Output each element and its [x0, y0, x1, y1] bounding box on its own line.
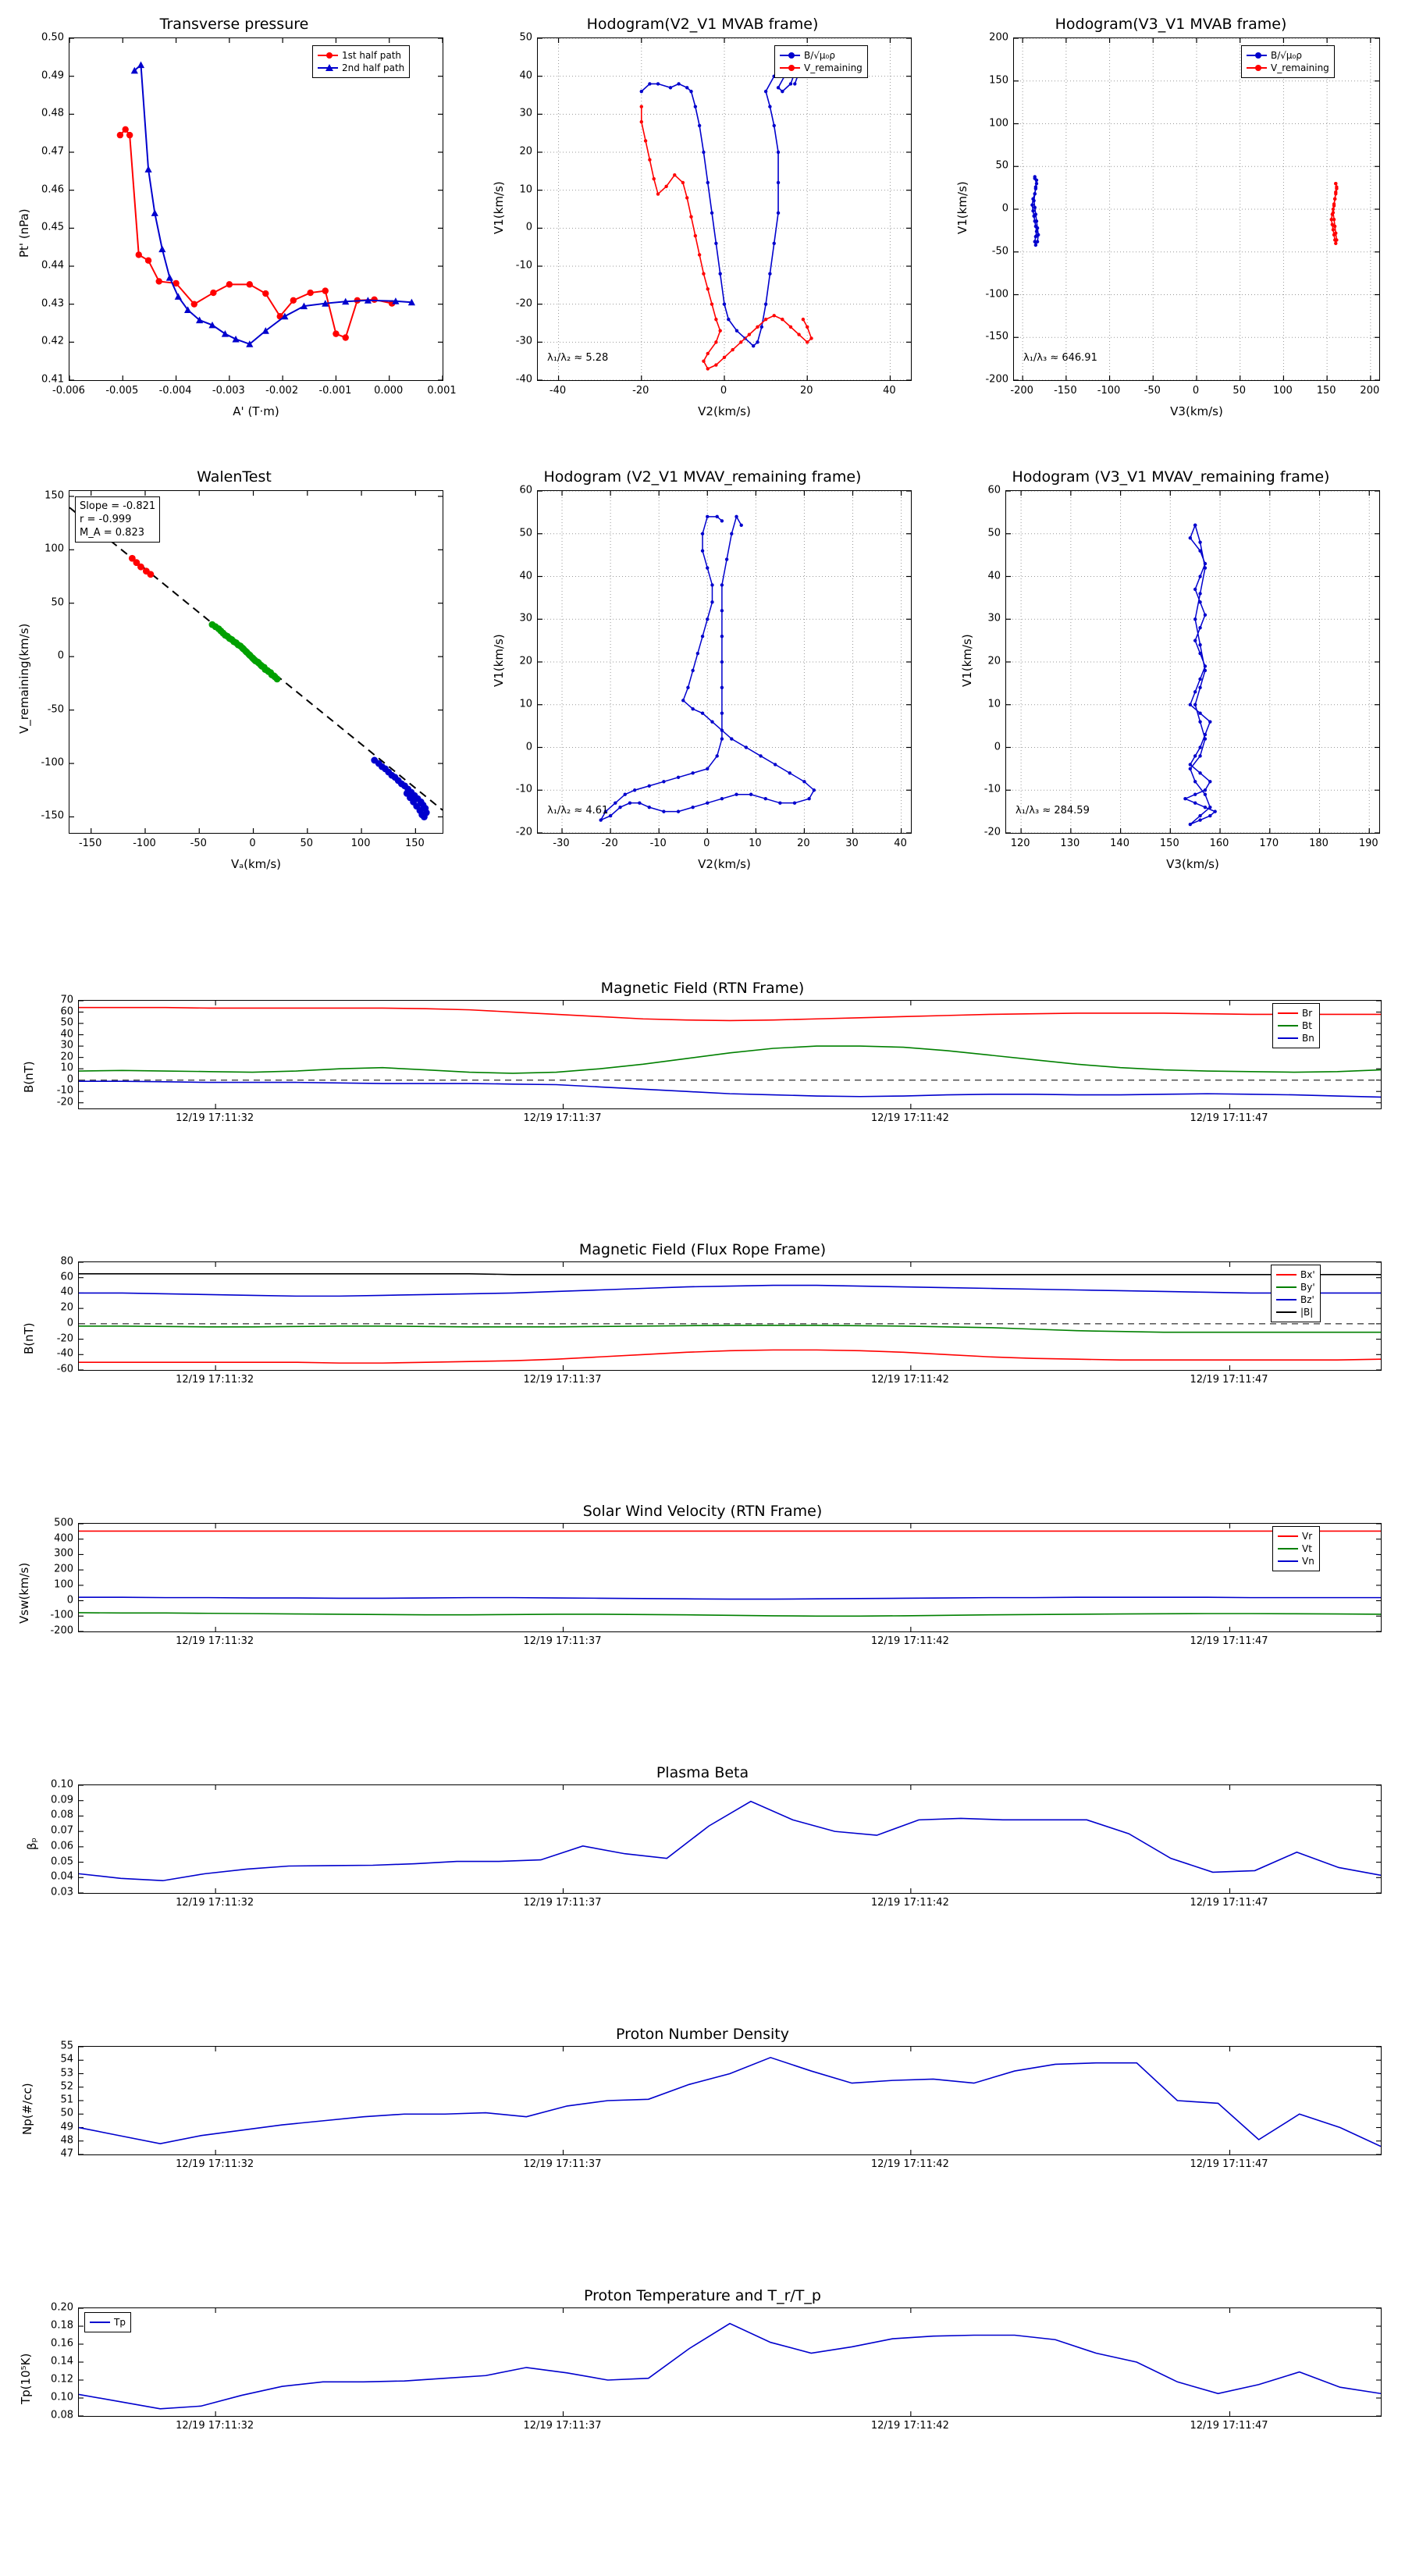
axis-tick-y: 48	[60, 2134, 73, 2147]
axis-tick-y: 50	[60, 1016, 73, 1029]
axis-tick-y: 0.04	[51, 1870, 73, 1883]
axis-tick-x: 12/19 17:11:47	[1190, 1897, 1268, 1909]
axis-tick-x: 12/19 17:11:32	[176, 2158, 254, 2170]
page-title: Proton Temperature and T_r/T_p	[584, 2287, 821, 2304]
axis-label-x: V3(km/s)	[1170, 404, 1223, 418]
axis-tick-y: 20	[60, 1051, 73, 1063]
panel-hodogram-v3v1-mvab	[937, 0, 1405, 453]
axis-tick-y: 40	[987, 570, 1001, 582]
legend-label: Bt	[1302, 1020, 1312, 1031]
axis-tick-x: 0	[720, 385, 727, 397]
axis-tick-y: 10	[987, 698, 1001, 710]
axis-tick-x: 150	[404, 838, 425, 849]
legend-item	[1278, 1007, 1314, 1019]
legend-label: By'	[1300, 1282, 1315, 1293]
legend-swatch	[90, 2322, 110, 2323]
annotation-eigenratio: λ₁/λ₃ ≈ 646.91	[1023, 352, 1097, 364]
panel-hodogram-v3v1-mvav	[937, 453, 1405, 906]
legend-swatch	[1276, 1299, 1297, 1300]
axis-tick-x: 140	[1110, 838, 1129, 849]
axis-tick-y: 30	[519, 612, 532, 624]
axis-tick-x: 12/19 17:11:47	[1190, 1112, 1268, 1124]
legend-label: B/√μ₀ρ	[1271, 50, 1302, 61]
axis-tick-x: -50	[190, 838, 207, 849]
axis-tick-y: 0.14	[51, 2355, 73, 2368]
axis-tick-y: 100	[44, 543, 64, 555]
panel-magnetic-field-rtn	[0, 980, 1405, 1144]
axis-tick-y: 0.06	[51, 1840, 73, 1852]
axis-tick-y: 0.10	[51, 2391, 73, 2403]
axis-tick-y: 47	[60, 2147, 73, 2160]
axis-tick-x: -40	[549, 385, 567, 397]
axis-tick-y: -100	[41, 756, 64, 769]
axis-tick-y: 0.08	[51, 2409, 73, 2421]
axis-tick-x: 100	[350, 838, 371, 849]
axis-tick-y: -30	[515, 335, 532, 347]
legend-item	[1276, 1268, 1315, 1281]
legend-swatch	[780, 55, 800, 56]
axis-label-x: V2(km/s)	[698, 857, 751, 871]
legend-label: Bn	[1302, 1033, 1314, 1044]
axis-tick-x: 12/19 17:11:37	[523, 2158, 602, 2170]
axis-tick-x: 12/19 17:11:47	[1190, 1635, 1268, 1647]
panel-magnetic-field-fluxrope	[0, 1241, 1405, 1405]
legend-swatch	[1278, 1012, 1298, 1014]
page-title: Hodogram (V2_V1 MVAV_remaining frame)	[543, 468, 862, 486]
axis-tick-y: 0.49	[41, 69, 64, 82]
axis-tick-x: 12/19 17:11:47	[1190, 2420, 1268, 2432]
axis-tick-x: 12/19 17:11:32	[176, 1897, 254, 1909]
axis-label-y: βₚ	[25, 1838, 39, 1850]
axis-tick-x: 12/19 17:11:42	[870, 2420, 949, 2432]
axis-tick-x: -0.003	[212, 385, 245, 397]
axis-tick-x: -0.002	[265, 385, 299, 397]
axis-tick-y: 20	[60, 1301, 73, 1314]
axis-tick-x: 12/19 17:11:32	[176, 1374, 254, 1386]
plot-area-proton-temperature	[78, 2307, 1382, 2417]
axis-tick-x: -150	[78, 838, 102, 849]
axis-tick-x: 100	[1273, 385, 1293, 397]
plot-area-solar-wind-velocity	[78, 1523, 1382, 1632]
axis-tick-y: 30	[519, 107, 532, 119]
legend-label: Vr	[1302, 1531, 1313, 1542]
axis-tick-x: -100	[1097, 385, 1121, 397]
axis-tick-y: 0.46	[41, 183, 64, 196]
legend-swatch	[1278, 1560, 1298, 1562]
axis-tick-x: -150	[1054, 385, 1077, 397]
axis-label-y: B(nT)	[22, 1322, 36, 1354]
axis-tick-y: 0	[66, 1317, 73, 1329]
axis-tick-x: 130	[1060, 838, 1080, 849]
axis-tick-y: 0	[66, 1594, 73, 1606]
axis-tick-y: 400	[54, 1532, 73, 1545]
legend-label: B/√μ₀ρ	[804, 50, 835, 61]
legend-marker-circle	[788, 52, 795, 59]
axis-tick-y: 50	[51, 596, 64, 609]
page-title: Hodogram (V3_V1 MVAV_remaining frame)	[1012, 468, 1330, 486]
plot-area-hodogram-v3v1-mvav	[1005, 490, 1380, 834]
axis-tick-y: -200	[50, 1624, 73, 1637]
legend-item	[1278, 1530, 1314, 1542]
axis-tick-y: -150	[985, 330, 1008, 343]
axis-label-y: Vsw(km/s)	[17, 1562, 31, 1624]
axis-tick-y: 50	[987, 527, 1001, 539]
legend-swatch	[1278, 1025, 1298, 1026]
axis-tick-x: 40	[894, 838, 907, 849]
legend-label: 1st half path	[342, 50, 402, 61]
axis-tick-y: -60	[56, 1363, 73, 1375]
walen-ma: M_A = 0.823	[80, 527, 144, 539]
legend-swatch	[780, 67, 800, 69]
axis-tick-y: 53	[60, 2067, 73, 2079]
axis-tick-y: 10	[519, 183, 532, 196]
axis-tick-x: 20	[799, 385, 813, 397]
axis-tick-y: 54	[60, 2053, 73, 2065]
plot-area-plasma-beta	[78, 1784, 1382, 1894]
axis-tick-y: 20	[519, 145, 532, 158]
axis-tick-x: 150	[1159, 838, 1179, 849]
legend-swatch	[1278, 1037, 1298, 1039]
axis-tick-x: 150	[1316, 385, 1336, 397]
axis-tick-x: 12/19 17:11:32	[176, 1635, 254, 1647]
legend-item	[1278, 1019, 1314, 1032]
axis-tick-y: 10	[519, 698, 532, 710]
axis-tick-x: 160	[1209, 838, 1229, 849]
axis-label-y: V1(km/s)	[492, 634, 506, 687]
axis-tick-x: 12/19 17:11:37	[523, 1897, 602, 1909]
axis-label-y: V1(km/s)	[955, 181, 969, 234]
plot-area-hodogram-v3v1-mvab	[1013, 37, 1380, 381]
axis-tick-y: -10	[984, 783, 1001, 795]
axis-tick-x: 12/19 17:11:47	[1190, 2158, 1268, 2170]
axis-tick-x: 0	[1192, 385, 1200, 397]
axis-tick-x: 170	[1259, 838, 1279, 849]
axis-tick-y: 0	[66, 1073, 73, 1086]
axis-tick-y: 60	[987, 484, 1001, 496]
axis-tick-y: -20	[515, 297, 532, 310]
legend-item	[1247, 49, 1329, 62]
legend-item	[1278, 1542, 1314, 1555]
legend-marker-circle	[1255, 65, 1261, 71]
plot-area-proton-number-density	[78, 2046, 1382, 2155]
axis-tick-y: 0.03	[51, 1886, 73, 1898]
legend-label: Vn	[1302, 1556, 1314, 1567]
legend-item	[318, 49, 404, 62]
axis-tick-y: -50	[47, 703, 64, 716]
legend-swatch	[1276, 1311, 1297, 1313]
axis-tick-y: -20	[56, 1332, 73, 1345]
axis-tick-x: 12/19 17:11:37	[523, 1112, 602, 1124]
page-title: Proton Number Density	[616, 2026, 789, 2043]
axis-tick-x: -50	[1144, 385, 1161, 397]
axis-tick-y: 0	[525, 221, 532, 233]
axis-tick-x: -10	[649, 838, 667, 849]
panel-hodogram-v2v1-mvab	[468, 0, 937, 453]
axis-label-x: V3(km/s)	[1166, 857, 1219, 871]
legend-swatch	[1247, 67, 1267, 69]
legend-item	[90, 2316, 126, 2329]
plot-area-hodogram-v2v1-mvav	[537, 490, 912, 834]
panel-proton-temperature	[0, 2287, 1405, 2451]
axis-tick-x: 200	[1360, 385, 1380, 397]
axis-tick-x: 20	[797, 838, 810, 849]
axis-tick-y: -150	[41, 809, 64, 822]
axis-tick-y: 80	[60, 1255, 73, 1268]
walen-r: r = -0.999	[80, 514, 132, 525]
axis-tick-x: 12/19 17:11:47	[1190, 1374, 1268, 1386]
axis-tick-y: 500	[54, 1517, 73, 1529]
legend-label: Tp	[114, 2317, 126, 2328]
axis-tick-y: 0.09	[51, 1794, 73, 1806]
axis-tick-x: -30	[553, 838, 570, 849]
axis-tick-y: 50	[519, 31, 532, 44]
axis-tick-y: 150	[44, 489, 64, 502]
axis-tick-x: -200	[1010, 385, 1033, 397]
axis-label-y: V1(km/s)	[960, 634, 974, 687]
axis-tick-y: 55	[60, 2040, 73, 2052]
axis-tick-y: 0	[1001, 202, 1008, 215]
axis-label-y: V_remaining(km/s)	[17, 623, 31, 734]
axis-tick-x: -100	[133, 838, 156, 849]
plot-area-magnetic-field-fluxrope	[78, 1261, 1382, 1371]
legend-item	[1276, 1281, 1315, 1293]
page-title: Hodogram(V3_V1 MVAB frame)	[1055, 16, 1287, 33]
legend-item	[1247, 62, 1329, 74]
axis-tick-y: 150	[989, 74, 1008, 87]
axis-tick-y: 0.50	[41, 31, 64, 44]
axis-tick-y: 0.45	[41, 221, 64, 233]
panel-hodogram-v2v1-mvav	[468, 453, 937, 906]
axis-tick-x: 12/19 17:11:42	[870, 1635, 949, 1647]
axis-tick-x: 0.000	[374, 385, 404, 397]
legend-proton-temperature	[84, 2312, 131, 2332]
axis-tick-x: -20	[632, 385, 649, 397]
axis-tick-x: 12/19 17:11:42	[870, 2158, 949, 2170]
legend-label: Br	[1302, 1008, 1313, 1019]
axis-tick-x: 12/19 17:11:42	[870, 1112, 949, 1124]
axis-tick-y: 30	[987, 612, 1001, 624]
legend-marker-circle	[788, 65, 795, 71]
axis-tick-y: 40	[60, 1286, 73, 1298]
axis-tick-x: 190	[1358, 838, 1378, 849]
axis-label-x: Vₐ(km/s)	[230, 857, 281, 871]
axis-tick-y: 20	[519, 655, 532, 667]
axis-tick-y: -20	[56, 1096, 73, 1108]
axis-label-y: B(nT)	[22, 1061, 36, 1093]
legend-marker-triangle	[325, 64, 333, 71]
axis-tick-y: 50	[519, 527, 532, 539]
axis-tick-y: 200	[54, 1563, 73, 1575]
annotation-eigenratio: λ₁/λ₃ ≈ 284.59	[1016, 805, 1090, 817]
axis-label-y: V1(km/s)	[492, 181, 506, 234]
legend-item	[1278, 1032, 1314, 1044]
axis-tick-y: 40	[519, 69, 532, 82]
axis-label-y: Pt' (nPa)	[17, 208, 31, 258]
legend-label: V_remaining	[804, 62, 863, 73]
annotation-walen-stats	[75, 496, 160, 543]
legend-label: |B|	[1300, 1307, 1314, 1318]
axis-tick-y: 0	[525, 741, 532, 753]
axis-tick-x: 180	[1309, 838, 1329, 849]
axis-tick-x: 12/19 17:11:37	[523, 1374, 602, 1386]
page-title: Solar Wind Velocity (RTN Frame)	[582, 1503, 823, 1520]
axis-tick-x: 12/19 17:11:42	[870, 1374, 949, 1386]
axis-tick-x: 12/19 17:11:32	[176, 2420, 254, 2432]
axis-tick-x: 30	[845, 838, 859, 849]
legend-item	[318, 62, 404, 74]
axis-tick-x: 50	[1232, 385, 1246, 397]
legend-label: Vt	[1302, 1543, 1312, 1554]
axis-tick-x: 12/19 17:11:37	[523, 1635, 602, 1647]
axis-tick-y: 0	[994, 741, 1001, 753]
legend-item	[1276, 1306, 1315, 1318]
axis-tick-y: 100	[989, 117, 1008, 129]
axis-tick-y: -100	[50, 1609, 73, 1621]
axis-tick-y: 40	[519, 570, 532, 582]
axis-tick-y: 50	[60, 2107, 73, 2119]
axis-tick-y: 60	[60, 1005, 73, 1018]
panel-plasma-beta	[0, 1764, 1405, 1928]
annotation-eigenratio: λ₁/λ₂ ≈ 5.28	[547, 352, 609, 364]
legend-item	[780, 62, 863, 74]
axis-tick-y: 0.10	[51, 1778, 73, 1791]
axis-tick-y: 0.47	[41, 145, 64, 158]
axis-tick-y: 40	[60, 1028, 73, 1041]
legend-label: Bz'	[1300, 1294, 1314, 1305]
axis-tick-x: -0.005	[105, 385, 139, 397]
axis-tick-y: -100	[985, 288, 1008, 300]
axis-label-x: V2(km/s)	[698, 404, 751, 418]
axis-tick-x: 50	[300, 838, 314, 849]
axis-tick-y: 0.08	[51, 1809, 73, 1821]
axis-tick-y: 100	[54, 1578, 73, 1591]
axis-tick-y: 0.05	[51, 1856, 73, 1868]
walen-slope: Slope = -0.821	[80, 500, 156, 512]
axis-tick-y: 0.18	[51, 2319, 73, 2332]
page-title: Transverse pressure	[159, 16, 309, 33]
axis-tick-x: 12/19 17:11:32	[176, 1112, 254, 1124]
axis-tick-y: -200	[985, 373, 1008, 386]
legend-magnetic-field-rtn	[1272, 1003, 1320, 1048]
axis-tick-y: 70	[60, 994, 73, 1006]
axis-tick-y: 0.43	[41, 297, 64, 310]
axis-tick-y: 0.07	[51, 1824, 73, 1837]
axis-tick-y: 0	[57, 649, 64, 662]
axis-tick-y: 30	[60, 1039, 73, 1051]
axis-tick-y: 0.42	[41, 335, 64, 347]
panel-proton-number-density	[0, 2026, 1405, 2190]
legend-swatch	[1278, 1535, 1298, 1537]
axis-tick-y: -10	[515, 783, 532, 795]
legend-swatch	[318, 55, 338, 56]
axis-label-y: Tp(10⁵K)	[19, 2353, 33, 2404]
legend-transverse-pressure	[312, 45, 410, 78]
axis-tick-y: 0.41	[41, 373, 64, 386]
axis-tick-x: 10	[749, 838, 762, 849]
axis-label-y: Np(#/cc)	[20, 2083, 34, 2135]
annotation-eigenratio: λ₁/λ₂ ≈ 4.61	[547, 805, 609, 817]
page-title: WalenTest	[197, 468, 272, 486]
legend-swatch	[1247, 55, 1267, 56]
axis-tick-y: 20	[987, 655, 1001, 667]
legend-item	[1276, 1293, 1315, 1306]
axis-tick-y: 10	[60, 1062, 73, 1074]
axis-tick-y: -20	[515, 826, 532, 838]
axis-tick-y: -10	[515, 259, 532, 272]
axis-tick-y: -20	[984, 826, 1001, 838]
axis-tick-y: -40	[56, 1347, 73, 1360]
legend-hodogram-v3v1-mvab	[1241, 45, 1335, 78]
axis-tick-x: 120	[1010, 838, 1030, 849]
axis-tick-x: 12/19 17:11:42	[870, 1897, 949, 1909]
page-title: Plasma Beta	[656, 1764, 749, 1781]
legend-label: V_remaining	[1271, 62, 1329, 73]
axis-tick-x: -0.001	[318, 385, 352, 397]
axis-tick-y: 0.16	[51, 2337, 73, 2350]
axis-tick-x: 0.001	[427, 385, 457, 397]
axis-tick-y: 0.20	[51, 2301, 73, 2314]
axis-tick-y: 0.44	[41, 259, 64, 272]
axis-tick-y: -10	[56, 1084, 73, 1097]
axis-tick-x: -0.004	[158, 385, 192, 397]
legend-swatch	[1276, 1286, 1297, 1288]
legend-item	[780, 49, 863, 62]
panel-transverse-pressure	[0, 0, 468, 453]
page-title: Magnetic Field (RTN Frame)	[600, 980, 805, 997]
legend-swatch	[318, 67, 338, 69]
legend-solar-wind-velocity	[1272, 1526, 1320, 1571]
panel-solar-wind-velocity	[0, 1503, 1405, 1667]
axis-tick-x: 0	[249, 838, 256, 849]
plot-area-hodogram-v2v1-mvab	[537, 37, 912, 381]
axis-tick-y: 200	[989, 31, 1008, 44]
legend-marker-circle	[1255, 52, 1261, 59]
legend-swatch	[1276, 1274, 1297, 1276]
axis-tick-y: 60	[60, 1271, 73, 1283]
axis-tick-x: -0.006	[52, 385, 85, 397]
axis-tick-y: 60	[519, 484, 532, 496]
axis-tick-y: 50	[995, 159, 1008, 172]
axis-tick-y: 49	[60, 2121, 73, 2133]
legend-hodogram-v2v1-mvab	[774, 45, 868, 78]
axis-tick-y: 51	[60, 2094, 73, 2106]
axis-label-x: A' (T·m)	[233, 404, 279, 418]
legend-item	[1278, 1555, 1314, 1567]
axis-tick-y: 52	[60, 2080, 73, 2093]
legend-label: 2nd half path	[342, 62, 405, 73]
axis-tick-x: 40	[883, 385, 896, 397]
axis-tick-y: -40	[515, 373, 532, 386]
axis-tick-y: 0.48	[41, 107, 64, 119]
axis-tick-y: -50	[991, 245, 1008, 258]
axis-tick-y: 300	[54, 1547, 73, 1560]
legend-marker-circle	[326, 52, 333, 59]
page-title: Magnetic Field (Flux Rope Frame)	[578, 1241, 827, 1258]
panel-walen-test	[0, 453, 468, 906]
plot-area-magnetic-field-rtn	[78, 1000, 1382, 1109]
axis-tick-y: 0.12	[51, 2373, 73, 2386]
page-title: Hodogram(V2_V1 MVAB frame)	[586, 16, 819, 33]
axis-tick-x: 0	[703, 838, 710, 849]
axis-tick-x: 12/19 17:11:37	[523, 2420, 602, 2432]
plot-area-transverse-pressure	[69, 37, 443, 381]
legend-magnetic-field-fluxrope	[1271, 1265, 1321, 1322]
legend-label: Bx'	[1300, 1269, 1315, 1280]
legend-swatch	[1278, 1548, 1298, 1550]
axis-tick-x: -20	[601, 838, 618, 849]
